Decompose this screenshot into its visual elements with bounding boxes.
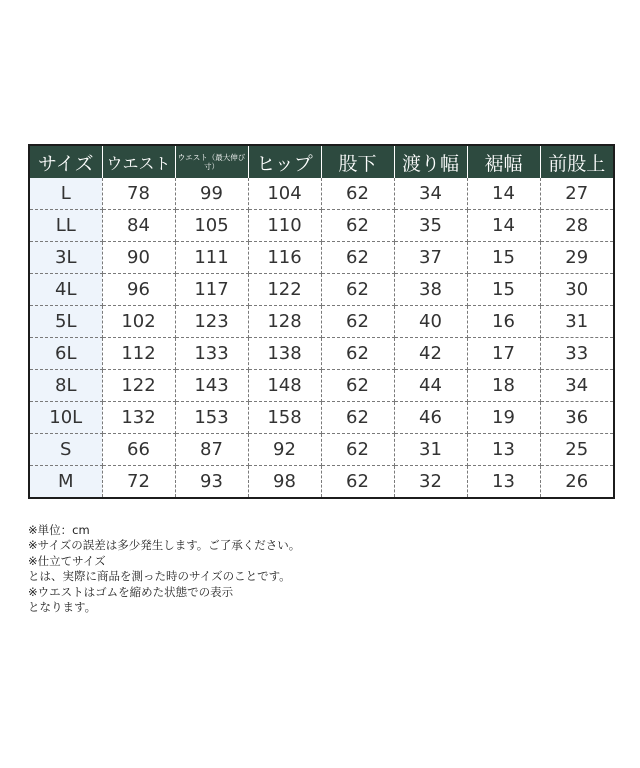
table-cell: 96 (102, 274, 175, 306)
table-cell: 72 (102, 466, 175, 499)
size-cell: 3L (29, 242, 102, 274)
header-inseam: 股下 (321, 145, 394, 178)
table-cell: 84 (102, 210, 175, 242)
table-cell: 19 (467, 402, 540, 434)
table-cell: 158 (248, 402, 321, 434)
table-cell: 123 (175, 306, 248, 338)
table-row (29, 338, 614, 370)
table-cell: 87 (175, 434, 248, 466)
table-cell: 153 (175, 402, 248, 434)
size-cell: 5L (29, 306, 102, 338)
table-row (29, 306, 614, 338)
table-cell: 78 (102, 178, 175, 210)
note-line: となります。 (28, 600, 97, 615)
size-cell: 10L (29, 402, 102, 434)
table-row (29, 178, 614, 210)
size-cell: 4L (29, 274, 102, 306)
table-cell: 98 (248, 466, 321, 499)
table-cell: 132 (102, 402, 175, 434)
size-cell: S (29, 434, 102, 466)
table-cell: 62 (321, 306, 394, 338)
table-cell: 46 (394, 402, 467, 434)
table-cell: 40 (394, 306, 467, 338)
table-cell: 13 (467, 434, 540, 466)
size-cell: L (29, 178, 102, 210)
table-cell: 16 (467, 306, 540, 338)
table-cell: 25 (540, 434, 614, 466)
note-line: とは、実際に商品を測った時のサイズのことです。 (28, 569, 291, 584)
table-cell: 30 (540, 274, 614, 306)
header-row (29, 145, 614, 178)
table-cell: 13 (467, 466, 540, 499)
header-hip: ヒップ (248, 145, 321, 178)
note-line: ※仕立てサイズ (28, 553, 106, 568)
table-row (29, 242, 614, 274)
table-body (29, 178, 614, 498)
table-cell: 116 (248, 242, 321, 274)
table-cell: 62 (321, 210, 394, 242)
table-cell: 110 (248, 210, 321, 242)
size-chart-table (28, 144, 615, 499)
note-line: ※ウエストはゴムを縮めた状態での表示 (28, 584, 234, 599)
table-cell: 62 (321, 338, 394, 370)
header-waist: ウエスト (102, 145, 175, 178)
table-cell: 133 (175, 338, 248, 370)
header-waist-max: ウエスト（最大伸び寸） (175, 145, 248, 178)
table-row (29, 466, 614, 499)
table-cell: 105 (175, 210, 248, 242)
table-row (29, 274, 614, 306)
table-row (29, 210, 614, 242)
table-cell: 32 (394, 466, 467, 499)
header-size: サイズ (29, 145, 102, 178)
table-cell: 143 (175, 370, 248, 402)
table-cell: 18 (467, 370, 540, 402)
table-cell: 62 (321, 178, 394, 210)
header-hem-width: 裾幅 (467, 145, 540, 178)
notes (28, 523, 608, 615)
table-cell: 34 (540, 370, 614, 402)
table-cell: 15 (467, 242, 540, 274)
table-cell: 122 (248, 274, 321, 306)
table-cell: 37 (394, 242, 467, 274)
table-cell: 15 (467, 274, 540, 306)
table-cell: 33 (540, 338, 614, 370)
table-cell: 62 (321, 370, 394, 402)
table-cell: 29 (540, 242, 614, 274)
header-thigh-width: 渡り幅 (394, 145, 467, 178)
table-cell: 111 (175, 242, 248, 274)
table-cell: 138 (248, 338, 321, 370)
table-cell: 38 (394, 274, 467, 306)
table-row (29, 434, 614, 466)
table-cell: 31 (540, 306, 614, 338)
table-cell: 148 (248, 370, 321, 402)
table-cell: 14 (467, 178, 540, 210)
note-line: ※単位：cm (28, 523, 90, 537)
size-cell: 8L (29, 370, 102, 402)
table-cell: 62 (321, 466, 394, 499)
table-cell: 122 (102, 370, 175, 402)
table-cell: 44 (394, 370, 467, 402)
table-cell: 62 (321, 402, 394, 434)
table-cell: 93 (175, 466, 248, 499)
size-cell: M (29, 466, 102, 499)
note-line: ※サイズの誤差は多少発生します。ご了承ください。 (28, 538, 301, 553)
table-cell: 31 (394, 434, 467, 466)
table-cell: 62 (321, 274, 394, 306)
size-cell: LL (29, 210, 102, 242)
size-cell: 6L (29, 338, 102, 370)
table-cell: 36 (540, 402, 614, 434)
table-cell: 34 (394, 178, 467, 210)
table-cell: 112 (102, 338, 175, 370)
table-row (29, 402, 614, 434)
table-cell: 62 (321, 242, 394, 274)
table-cell: 66 (102, 434, 175, 466)
table-cell: 27 (540, 178, 614, 210)
table-cell: 99 (175, 178, 248, 210)
table-cell: 28 (540, 210, 614, 242)
table-cell: 62 (321, 434, 394, 466)
table-cell: 128 (248, 306, 321, 338)
table-cell: 35 (394, 210, 467, 242)
table-cell: 17 (467, 338, 540, 370)
table-cell: 104 (248, 178, 321, 210)
table-row (29, 370, 614, 402)
table-cell: 117 (175, 274, 248, 306)
table-cell: 14 (467, 210, 540, 242)
table-cell: 90 (102, 242, 175, 274)
table-cell: 42 (394, 338, 467, 370)
table-cell: 102 (102, 306, 175, 338)
table-cell: 92 (248, 434, 321, 466)
table-cell: 26 (565, 471, 589, 492)
header-front-rise: 前股上 (540, 145, 614, 178)
